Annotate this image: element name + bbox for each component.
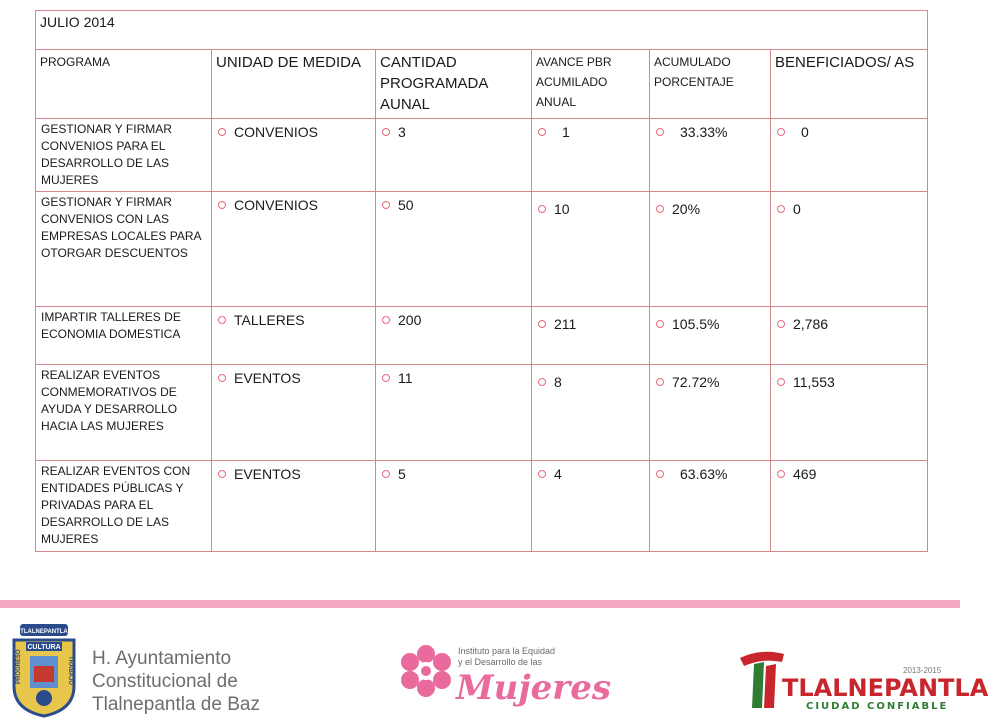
acumulado-cell (650, 119, 771, 192)
header-avance: AVANCE PBR ACUMILADO ANUAL (532, 50, 650, 119)
cantidad-value: 5 (398, 466, 406, 482)
unidad-value: EVENTOS (234, 466, 301, 482)
beneficiados-value: 11,553 (793, 374, 835, 390)
avance-cell (532, 365, 650, 461)
beneficiados-value: 469 (793, 466, 817, 482)
bullet-icon (656, 128, 664, 136)
beneficiados-cell (771, 461, 928, 552)
bullet-icon (218, 374, 226, 382)
avance-cell (532, 192, 650, 307)
bullet-icon (777, 320, 785, 328)
avance-value: 1 (562, 124, 570, 140)
unidad-cell (212, 192, 376, 307)
tlalnepantla-tagline: CIUDAD CONFIABLE (806, 701, 949, 712)
flower-logo-icon (396, 642, 456, 702)
bullet-icon (382, 128, 390, 136)
unidad-value: TALLERES (234, 312, 305, 328)
unidad-cell (212, 307, 376, 365)
table-row (36, 192, 928, 307)
avance-value: 8 (554, 374, 562, 390)
beneficiados-value: 0 (793, 201, 801, 217)
beneficiados-cell (771, 119, 928, 192)
instituto-line-1: Instituto para la Equidad (458, 646, 556, 656)
coat-progreso-text: PROGRESO (16, 649, 22, 684)
unidad-value: CONVENIOS (234, 197, 319, 213)
acumulado-cell (650, 307, 771, 365)
avance-value: 211 (554, 316, 577, 332)
coat-of-arms-icon (6, 618, 82, 718)
avance-value: 4 (554, 466, 562, 482)
programa-cell: IMPARTIR TALLERES DE ECONOMIA DOMESTICA (36, 307, 212, 365)
tlalnepantla-years: 2013-2015 (903, 666, 942, 675)
programa-cell: REALIZAR EVENTOS CONMEMORATIVOS DE AYUDA Y DESARROLLO HACIA LAS MUJERES (36, 365, 212, 461)
ayuntamiento-line-1: H. Ayuntamiento (92, 648, 232, 669)
table-title: JULIO 2014 (36, 11, 928, 50)
bullet-icon (777, 205, 785, 213)
pink-divider-band (0, 600, 960, 608)
bullet-icon (382, 374, 390, 382)
acumulado-value: 33.33% (680, 124, 728, 140)
avance-cell (532, 307, 650, 365)
avance-cell (532, 461, 650, 552)
acumulado-value: 20% (672, 201, 701, 217)
report-table (35, 10, 928, 552)
cantidad-value: 200 (398, 312, 422, 328)
bullet-icon (538, 470, 546, 478)
beneficiados-cell (771, 307, 928, 365)
bullet-icon (777, 128, 785, 136)
beneficiados-value: 0 (801, 124, 809, 140)
mujeres-wordmark: Mujeres (456, 668, 611, 708)
coat-banner-text: TLALNEPANTLA (20, 629, 68, 635)
bullet-icon (382, 470, 390, 478)
bullet-icon (538, 128, 546, 136)
coat-cultura-text: CULTURA (27, 644, 61, 651)
bullet-icon (656, 378, 664, 386)
unidad-value: CONVENIOS (234, 124, 319, 140)
table-row (36, 365, 928, 461)
beneficiados-cell (771, 192, 928, 307)
header-acumulado: ACUMULADO PORCENTAJE (650, 50, 771, 119)
beneficiados-value: 2,786 (793, 316, 829, 332)
acumulado-value: 105.5% (672, 316, 720, 332)
acumulado-cell (650, 461, 771, 552)
table-row (36, 119, 928, 192)
unidad-value: EVENTOS (234, 370, 301, 386)
instituto-line-2: y el Desarrollo de las (458, 657, 543, 667)
avance-value: 10 (554, 201, 570, 217)
acumulado-cell (650, 365, 771, 461)
header-unidad: UNIDAD DE MEDIDA (212, 50, 376, 119)
table-row (36, 307, 928, 365)
cantidad-cell (376, 119, 532, 192)
bullet-icon (656, 205, 664, 213)
header-cantidad: CANTIDAD PROGRAMADA AUNAL (376, 50, 532, 119)
bullet-icon (538, 378, 546, 386)
unidad-cell (212, 461, 376, 552)
header-row (36, 50, 928, 119)
bullet-icon (218, 470, 226, 478)
unidad-cell (212, 365, 376, 461)
cantidad-value: 11 (398, 370, 413, 386)
bullet-icon (218, 316, 226, 324)
bullet-icon (538, 320, 546, 328)
bullet-icon (777, 378, 785, 386)
tlalnepantla-logo-icon (736, 648, 786, 710)
cantidad-value: 50 (398, 197, 414, 213)
bullet-icon (218, 201, 226, 209)
bullet-icon (656, 320, 664, 328)
programa-cell: GESTIONAR Y FIRMAR CONVENIOS PARA EL DESARROLLO DE LAS MUJERES (36, 119, 212, 192)
acumulado-cell (650, 192, 771, 307)
programa-cell: GESTIONAR Y FIRMAR CONVENIOS CON LAS EMPRESAS LOCALES PARA OTORGAR DESCUENTOS (36, 192, 212, 307)
header-beneficiados: BENEFICIADOS/ AS (771, 50, 928, 119)
coat-trabajo-text: TRABAJO (67, 656, 73, 686)
table-row (36, 461, 928, 552)
ayuntamiento-line-2: Constitucional de (92, 671, 238, 692)
ayuntamiento-line-3: Tlalnepantla de Baz (92, 694, 260, 715)
header-programa: PROGRAMA (36, 50, 212, 119)
cantidad-cell (376, 307, 532, 365)
bullet-icon (777, 470, 785, 478)
bullet-icon (218, 128, 226, 136)
cantidad-cell (376, 192, 532, 307)
acumulado-value: 72.72% (672, 374, 720, 390)
bullet-icon (538, 205, 546, 213)
beneficiados-cell (771, 365, 928, 461)
cantidad-cell (376, 365, 532, 461)
tlalnepantla-name: TLALNEPANTLA (782, 674, 988, 702)
bullet-icon (382, 316, 390, 324)
unidad-cell (212, 119, 376, 192)
bullet-icon (382, 201, 390, 209)
acumulado-value: 63.63% (680, 466, 728, 482)
title-row (36, 11, 928, 50)
bullet-icon (656, 470, 664, 478)
footer (0, 608, 988, 720)
cantidad-value: 3 (398, 124, 406, 140)
cantidad-cell (376, 461, 532, 552)
programa-cell: REALIZAR EVENTOS CON ENTIDADES PÚBLICAS Y PRIVADAS PARA EL DESARROLLO DE LAS MUJERES (36, 461, 212, 552)
avance-cell (532, 119, 650, 192)
